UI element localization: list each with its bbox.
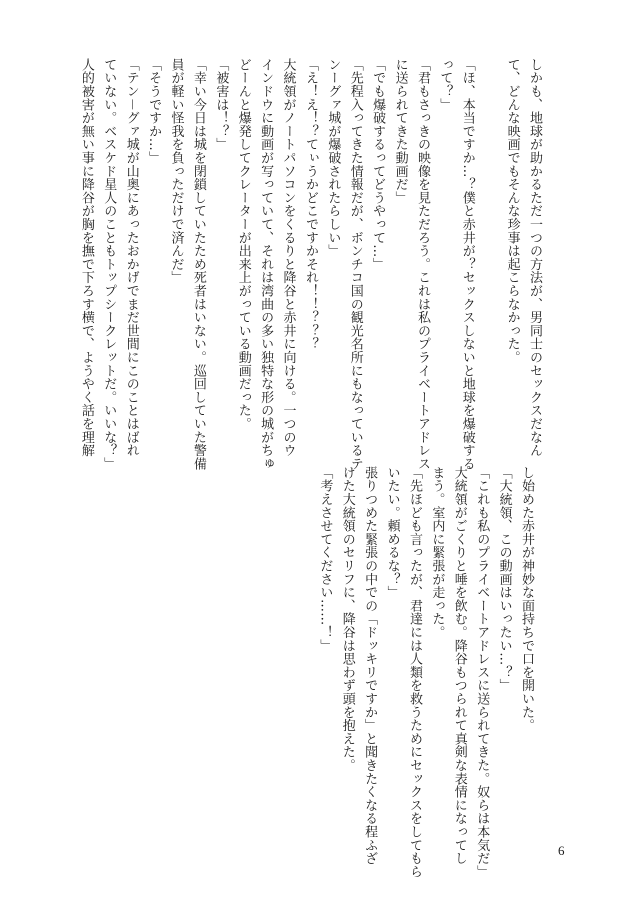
- text-line: 「テン－グァ城が山奥にあったおかげでまだ世間にこのことはばれ: [123, 58, 139, 457]
- text-line: いたい。頼めるな？」: [384, 466, 400, 599]
- text-block-lower: [313, 466, 537, 879]
- text-line: 「先ほども言ったが、君達には人類を救うためにセックスをしてもら: [406, 466, 422, 879]
- text-line: 「え！え！？てぃうかどこですかそれ！！？？？: [302, 58, 318, 351]
- text-line: ンーグァ城が爆破されたらしい」: [325, 58, 341, 258]
- text-line: 「君もさっきの映像を見ただろう。これは私のプライベートアドレス: [414, 58, 430, 471]
- page-number: 6: [558, 843, 565, 858]
- text-line: し始めた赤井が神妙な面持ちで口を開いた。: [519, 466, 534, 732]
- text-line: [478, 58, 500, 418]
- text-line: 大統領がごくりと唾を飲む。降谷もつられて真剣な表情になってし: [451, 466, 467, 865]
- text-line: 「幸い今日は城を閉鎖していたため死者はいない。巡回していた警備: [190, 58, 206, 471]
- text-line: まう。室内に緊張が走った。: [429, 466, 445, 639]
- text-line: に送られてきた動画だ」: [392, 58, 408, 205]
- text-line: どーんと爆発してクレーターが出来上がっている動画だった。: [235, 58, 251, 431]
- text-line: 人的被害が無い事に降谷が胸を撫で下ろす横で、ようやく話を理解: [78, 58, 94, 457]
- text-line: 「先程入ってきた情報だが、ボンチコ国の観光名所にもなっているテ: [347, 58, 363, 471]
- text-block-upper: [74, 58, 545, 471]
- text-line: て、どんな映画でもそんな珍事は起こらなかった。: [504, 58, 520, 364]
- text-line: ていない。ベスケド星人のこともトップシークレットだ。いいな？」: [101, 58, 117, 471]
- text-line: 張りつめた緊張の中での「ドッキリですか」と聞きたくなる程ふざ: [362, 466, 378, 865]
- text-line: 員が軽い怪我を負っただけで済んだ」: [168, 58, 184, 285]
- text-line: 「でも爆破するってどうやって…」: [370, 58, 386, 271]
- text-line: 「そうですか…」: [146, 58, 162, 165]
- text-line: 「考えさせてください……！」: [317, 466, 333, 653]
- text-line: 「被害は！？」: [213, 58, 229, 152]
- text-line: 大統領がノートパソコンをくるりと降谷と赤井に向ける。一つのウ: [280, 58, 296, 457]
- text-line: 「大統領、この動画はいったい…？」: [496, 466, 512, 693]
- text-line: しかも、地球が助かるただ一つの方法が、男同士のセックスだなん: [527, 58, 542, 457]
- text-line: 「これも私のプライベートアドレスに送られてきた。奴らは本気だ」: [474, 466, 490, 879]
- text-line: けた大統領のセリフに、降谷は思わず頭を抱えた。: [339, 466, 355, 772]
- text-line: インドウに動画が写っていて、それは湾曲の多い独特な形の城がちゅ: [258, 58, 274, 471]
- text-line: 「ほ、本当ですか…？僕と赤井が？セックスしないと地球を爆破する: [459, 58, 475, 471]
- text-line: って？」: [437, 58, 453, 112]
